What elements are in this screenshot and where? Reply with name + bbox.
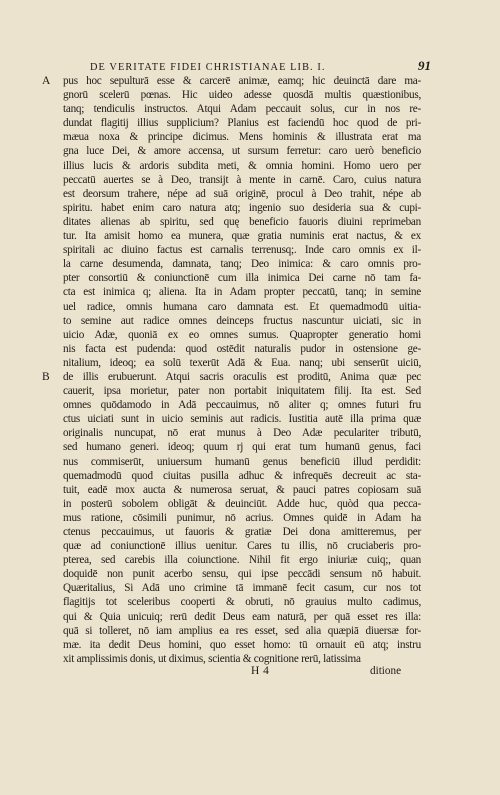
text-line: spiritu. habet enim caro natura atq; ingenio suo desideria sua & cupi- bbox=[63, 201, 421, 214]
text-line: mus ratione, cōsimili punimur, nō acrius. Omnes quidē in Adam ha bbox=[63, 511, 421, 524]
main-text bbox=[42, 74, 421, 666]
text-line: gnorū scelerū pœnas. Hic uideo adesse quosdā multis quæstionibus, bbox=[63, 89, 421, 102]
text-line: uicio Adæ, quoniā ex eo omnes sumus. Quapropter generatio homi bbox=[63, 328, 421, 341]
text-line: de illis erubuerunt. Atqui sacris oraculis est proditū, Anima quæ pec bbox=[63, 370, 421, 383]
text-line: nus commiserūt, uniuersum humanū genus beneficiū illud perdidit: bbox=[63, 455, 421, 468]
text-line: mæua noxa & principe dicimus. Mens hominis & illustrata erat ma bbox=[63, 131, 421, 144]
text-line: sed humano generi. ideoq; quum rj qui erat tum humanū genus, faci bbox=[63, 441, 421, 454]
text-line: la carne desumenda, damnata, tanq; Deo inimica: & caro omnis pro- bbox=[63, 258, 421, 271]
text-line: uel radice, omnis humana caro damnata est. Et quemadmodū uitia- bbox=[63, 300, 421, 313]
margin-marker-a: A bbox=[42, 75, 51, 87]
text-line: ctenus peccauimus, ut fauoris & gratiæ Dei dona amitteremus, per bbox=[63, 526, 421, 538]
text-line: gna luce Dei, & amore accensa, ut sursum ferretur: caro uerò beneficio bbox=[63, 145, 421, 158]
text-line: cta est inimica q; aliena. Ita in Adam propter peccatū, tanq; in semine bbox=[63, 286, 421, 299]
text-line: cauerit, ipsa morietur, pater non portabit iniquitatem filij. Ita est. Sed bbox=[63, 385, 421, 398]
margin-marker-b: B bbox=[42, 371, 50, 383]
text-line: quemadmodū quod ciuitas pusilla adhuc & infrequēs decreuit ac sta- bbox=[63, 469, 421, 482]
text-line: quæ ad coniunctionē illius uenitur. Cares tu illis, nō cruciaberis pro- bbox=[63, 540, 421, 553]
text-line: est deorsum trahere, népe ad suā originē, procul à Deo trahit, népe ab bbox=[63, 187, 421, 200]
text-line: Quæritalius, Si Adā uno crimine tā immanē fecit casum, cur nos tot bbox=[63, 582, 421, 595]
text-line: illius lucis & ardoris subdita meti, & omnia homini. Homo uero per bbox=[63, 159, 421, 172]
text-line: dundat flagitij illius supplicium? Planius est faciendū hoc quod de pri- bbox=[63, 117, 421, 130]
text-line: pterea, sed carebis illa coiunctione. Nihil fit ergo iniuriæ cuiq;, quan bbox=[63, 554, 421, 567]
text-line: pter consortiū & coniunctionē cum illa inimica Dei carne nō tam fa- bbox=[63, 272, 421, 285]
text-line: to semine aut radice omnes deinceps fructus nascuntur uiciati, sic in bbox=[63, 314, 421, 327]
text-line: nitalium, ideoq; ea solū texerūt Adā & Eua. nanq; ubi senserūt uiciū, bbox=[63, 356, 421, 369]
text-line: pus hoc sepulturā esse & carcerē animæ, eamq; hic deuinctā dare ma- bbox=[63, 75, 421, 87]
text-line: tuit, eadē mox aucta & numerosa seruat, & pauci patres copiosam suā bbox=[63, 483, 421, 496]
text-line: flagitijs tot sceleribus cooperti & obruti, nō grauius multo cadimus, bbox=[63, 596, 421, 609]
folio-number: 91 bbox=[418, 58, 431, 73]
signature-mark: H 4 bbox=[251, 665, 270, 677]
text-line: mæ. ita dedit Deus homini, quo esset homo: tū ornauit eū atq; instru bbox=[63, 638, 421, 651]
text-line: spiritali ac diuino factus est carnalis terrenusq;. Inde caro omnis ex il- bbox=[63, 244, 421, 257]
running-title: DE VERITATE FIDEI CHRISTIANAE LIB. I. bbox=[90, 62, 326, 73]
text-line: qui & Quia unicuiq; rerū dedit Deus eam naturā, per quā esset res illa: bbox=[63, 610, 421, 623]
text-line: ctus uiciati sunt in uicio seminis aut radicis. Iustitia autē illa prima quæ bbox=[63, 413, 421, 426]
text-line: omnes quōdamodo in Adā peccauimus, nō aliter q; omnes futuri fru bbox=[63, 399, 421, 412]
text-line: tanq; tendiculis instructos. Atqui Adam peccauit solus, cur in nos re- bbox=[63, 103, 421, 116]
text-line: peccatū auertes se à Deo, transijt à mente in carnē. Caro, cuius natura bbox=[63, 173, 421, 186]
catchword: ditione bbox=[370, 665, 402, 677]
text-line: tur. Ita amisit homo ea munera, quæ gratia numinis erat nactus, & ex bbox=[63, 230, 421, 243]
text-line: xit amplissimis donis, ut diximus, scientia & cognitione rerū, latissima bbox=[63, 652, 361, 665]
text-line: doquidē non punit acerbo sensu, qui ipse peccādi sensum nō habuit. bbox=[63, 568, 421, 581]
text-line: quā si tolleret, nō iam amplius ea res esset, sed alia quæpiā diuersæ for- bbox=[63, 624, 421, 637]
text-line: originalis nuncupat, nō erat munus à Deo Adæ peculariter tributū, bbox=[63, 427, 421, 440]
text-line: nis facta est pudenda: quod ostēdit naturalis pudor in ostensione ge- bbox=[63, 342, 421, 355]
text-line: in posterū sobolem obligāt & deuinciūt. Adde huc, quòd qua pecca- bbox=[63, 497, 421, 510]
text-line: ditates alienas ab spiritu, sed quę beneficio fauoris diuini reprimeban bbox=[63, 215, 421, 228]
